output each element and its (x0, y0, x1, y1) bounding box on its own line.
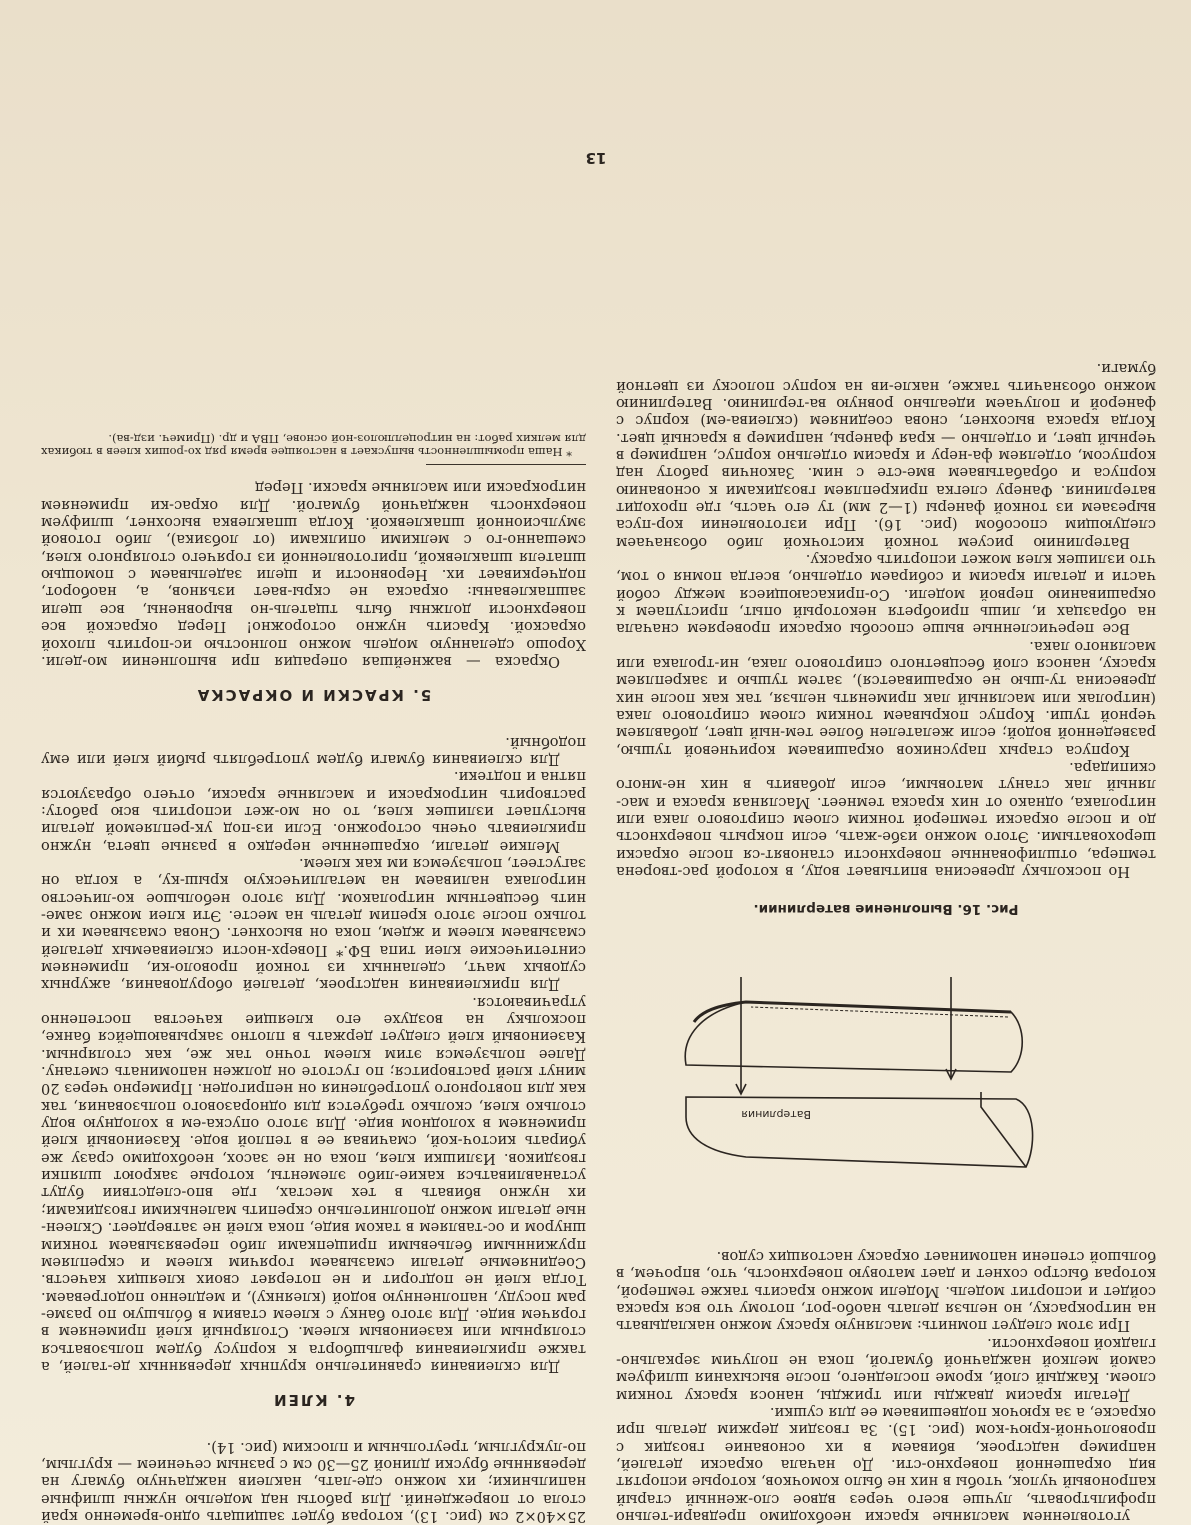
footnote-separator (426, 464, 586, 465)
waterline-label: Ватерлиния (741, 1108, 811, 1122)
paragraph: Ватерлинию рисуем тонкой кисточкой либо обозначаем следующим способом (рис. 16). При изготовлении кор-пуса вырезаем из тонкой фанеры (1—2 мм) ту его часть, где проходит ватерлиния. Фанеру слегка прикрепляем гвоздиками к основанию корпуса и обрабатываем вме-сте с ним. Закончив работу над корпусом, отделяем фа-неру и красим отдельно корпус, например в черный цвет, и отдельно — края фанеры, например в красный цвет. Когда краска высохнет, снова соединяем (склеива-ем) корпус с фанерой и получаем идеально ровную ва-терлинию. Ватерлинию можно обозначить также, накле-ив на корпус полоску из цветной бумаги. (616, 360, 1156, 551)
waterline-drawing (636, 928, 1156, 1228)
footnote: * Наша промышленность выпускает в настоящее время ряд хо-роших клеев в тюбиках для мелких работ: на нитроцеллюлоз-ной основе, ПВА и др. (Примеч. изд-ва). (41, 431, 586, 460)
paragraph: Корпуса старых парусников окрашиваем коричневой тушью, разведенной водой; если желателен более тем-ный цвет, добавляем черной туши. Корпус покрываем тонким слоем спиртового лака (нитролак или масляный лак применять нельзя, так как после них древесина ту-шью не окрашивается), затем тушью и закрепляем краску, нанося слой бесцветного спиртового лака, ни-тролака или масляного лака. (616, 637, 1156, 759)
section-heading-glue: 4. КЛЕИ (272, 1391, 355, 1410)
paragraph: 25×40×2 см (рис. 13), которая будет защищать одно-временно край стола от повреждений. Для работы над моделью нужны шлифные напильники; их можно сде-лать, наклеив наждачную бумагу на деревянные бруски длиной 25—30 см с разным сечением — круглым, по-лукруглым, треугольным и плоским (рис. 14). (41, 1438, 586, 1525)
page-number: 13 (585, 149, 607, 167)
left-paragraphs-after-figure (616, 360, 1156, 880)
paragraph: Мелкие детали, окрашенные нередко в разные цвета, нужно приклеивать очень осторожно. Если из-под ук-репляемой детали выступает излишек клея, то он мо-жет испортить всю работу: растворить нитрокраски и масляные краски, отчего образуются пятна и подтеки. (41, 768, 586, 855)
left-column (616, 360, 1156, 1525)
left-paragraphs (616, 1248, 1156, 1525)
hull-bottom-outline (685, 1003, 1022, 1073)
figure-caption: Рис. 16. Выполнение ватерлинии. (753, 901, 1019, 918)
paragraph: Для приклеивания надстроек, деталей оборудования, ажурных судовых мачт, сделанных из тонкой проволо-ки, применяем синтетические клеи типа БФ.* Поверх-ности склеиваемых деталей смазываем клеем и ждем, пока он высохнет. Снова смазываем их и только после этого крепим деталь на месте. Эти клеи можно заме-нить бесцветным нитролаком. Для этого небольшое ко-личество нитролака наливаем на металлическую крыш-ку, а когда он загустеет, пользуемся им как клеем. (41, 854, 586, 994)
paragraph: Но поскольку древесина впитывает воду, в которой рас-творена темпера, отшлифованные поверхности становят-ся после окраски шероховатыми. Этого можно избе-жать, если покрыть поверхность до и после окраски темперой тонким слоем спиртового лака или нитролака, однако от них краска темнеет. Масляная краска и мас-ляный лак станут матовыми, если добавить в них не-много скипидара. (616, 759, 1156, 881)
paragraph: При этом следует помнить: масляную краску можно накладывать на нитрокраску, но нельзя делать наобо-рот, потому что вся краска сойдет и испортит модель. Модели можно красить также темперой, которая быстро сохнет и дает матовую поверхность, что, впрочем, в большой степени напоминает окраску настоящих судов. (616, 1247, 1156, 1335)
paragraph: Для склеивания бумаги будем употреблять рыбий клей или ему подобный. (41, 733, 586, 768)
paragraph: Все перечисленные выше способы окраски проверяем сначала на образцах и, лишь приобретя некоторый опыт, приступаем к окрашиванию первой модели. Со-прикасающиеся между собой части и детали красим и собираем отдельно, всегда помня о том, что излишек клея может испортить окраску. (616, 550, 1156, 638)
hull-bow-line (981, 1093, 1026, 1168)
paragraph: Для склеивания сравнительно крупных деревянных де-талей, а также приклеивания фальшборта к корпусу будем пользоваться столярным или казеиновым клеем. Столярный клей применяем в горячем виде. Для этого банку с клеем ставим в бо́льшую по разме-рам посуду, наполненную водой (клеянку), и медленно подогреваем. Тогда клей не подгорит и не потеряет своих клеящих качеств. Соединяемые детали смазываем горячим клеем и скрепляем пружинными бельевыми прищепками либо перевязываем тонким шнуром и ос-тавляем в таком виде, пока клей не затвердеет. Склеен-ные детали можно дополнительно скрепить маленькими гвоздиками; их нужно вбивать в тех местах, где впо-следствии будут устанавливаться какие-либо элементы, которые закроют шляпки гвоздиков. Излишки клея, пока он не засох, необходимо сразу же убирать кисточ-кой, смачивая ее в теплой воде. Казеиновый клей применяем в холодном виде. Для этого опуска-ем в холодную воду столько клея, сколько требуется для одноразового пользования, так как для повторного употребления он непригоден. Примерно через 20 минут клей растворится; по густоте он должен напоминать сметану. Далее пользуемся этим клеем точно так же, как столярным. Казеиновый клей следует держать в плотно закрывающейся банке, поскольку на воздухе его клеящие качества постепенно утрачиваются. (41, 993, 586, 1375)
figure-waterline (636, 928, 1156, 1228)
paragraph: Детали красим дважды или трижды, нанося краску тонким слоем. Каждый слой, кроме последнего, после высыхания шлифуем самой мелкой наждачной бумагой, пока не получим зеркально-гладкой поверхности. (616, 1334, 1156, 1404)
paragraph: уготовленнем масляные краски необходимо предвари-тельно профильтровать, лучше всего через вдвое сло-женный старый капроновый чулок, чтобы в них не было комочков, которые испортят вид окрашенной поверхно-сти. До начала окраски деталей, например надстроек, вбиваем в их основание гвоздик с проволочной-крюч-ком (рис. 15). За гвоздик держим деталь при окраске, а за крючок подвешиваем ее для сушки. (616, 1403, 1156, 1525)
paragraph: Окраска — важнейшая операция при выполнении мо-дели. Хорошо сделанную модель можно полностью ис-портить плохой окраской. Красить нужно осторожно! Перед окраской все поверхности должны быть тщатель-но выровнены, все щели зашпаклеваны: окраска не скры-вает изъянов, а, наоборот, подчеркивает их. Неровности и щели заделываем с помощью шпателя шпаклевкой, приготовленной из горячего столярного клея, смешанно-го с мелкими опилками (от лобзика), либо готовой эмульсионной шпаклевкой. Когда шпаклевка высохнет, шлифуем поверхность наждачной бумагой. Для окрас-ки применяем нитрокраски или масляные краски. Перед (41, 479, 586, 670)
right-column (41, 431, 586, 1525)
section-heading-paint: 5. КРАСКИ И ОКРАСКА (195, 686, 432, 705)
